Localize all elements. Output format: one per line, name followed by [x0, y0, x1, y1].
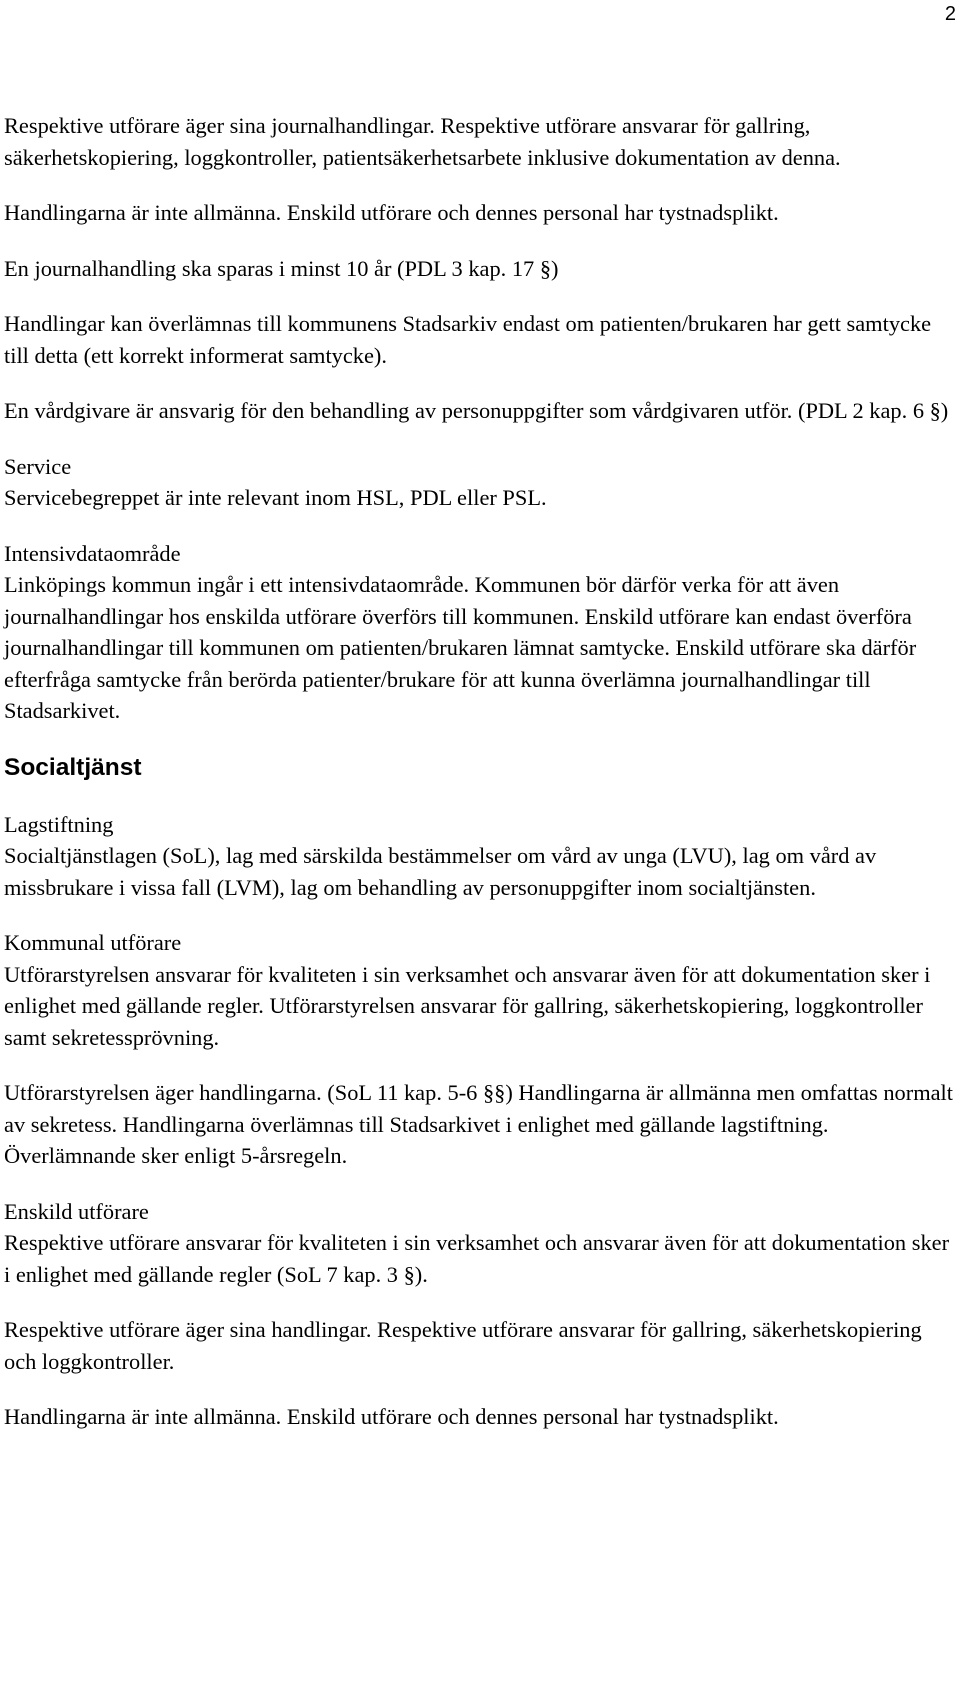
section-heading-socialtjanst: Socialtjänst	[4, 753, 142, 781]
paragraph-retention: En journalhandling ska sparas i minst 10 år (PDL 3 kap. 17 §)	[4, 255, 559, 281]
service-text: Servicebegreppet är inte relevant inom HSL, PDL eller PSL.	[4, 485, 547, 510]
kommunal-text: Utförarstyrelsen ansvarar för kvaliteten i sin verksamhet och ansvarar även för att dokumentation sker i enlighet med gällande regler. Utförarstyrelsen ansvarar för gallring, säkerhetskopiering, loggkontroller samt sekretessprövning.	[4, 961, 931, 1050]
kommunal-title: Kommunal utförare	[4, 930, 182, 955]
paragraph-journal-ownership: Respektive utförare äger sina journalhandlingar. Respektive utförare ansvarar för gallring, säkerhetskopiering, loggkontroller, patientsäkerhetsarbete inklusive dokumentation av denna.	[4, 113, 841, 170]
document-body	[4, 110, 954, 1433]
page-number: 2	[944, 3, 956, 25]
lagstiftning-text: Socialtjänstlagen (SoL), lag med särskilda bestämmelser om vård av unga (LVU), lag om vård av missbrukare i vissa fall (LVM), lag om behandling av personuppgifter inom socialtjänsten.	[4, 843, 877, 900]
service-title: Service	[4, 453, 72, 479]
enskild-text-2: Respektive utförare äger sina handlingar. Respektive utförare ansvarar för gallring, säkerhetskopiering och loggkontroller.	[4, 1317, 922, 1374]
paragraph-consent: Handlingar kan överlämnas till kommunens Stadsarkiv endast om patienten/brukaren har gett samtycke till detta (ett korrekt informerat samtycke).	[4, 311, 932, 368]
enskild-title: Enskild utförare	[4, 1198, 149, 1224]
lagstiftning-title: Lagstiftning	[4, 811, 114, 837]
paragraph-responsibility: En vårdgivare är ansvarig för den behandling av personuppgifter som vårdgivaren utför. (PDL 2 kap. 6 §)	[4, 398, 949, 423]
kommunal-text-2: Utförarstyrelsen äger handlingarna. (SoL 11 kap. 5-6 §§) Handlingarna är allmänna men omfattas normalt av sekretess. Handlingarna överlämnas till Stadsarkivet i enlighet med gällande lagstiftning. Överlämnande sker enligt 5-årsregeln.	[4, 1080, 953, 1168]
intensive-text: Linköpings kommun ingår i ett intensivdataområde. Kommunen bör därför verka för att även journalhandlingar hos enskilda utförare överförs till kommunen. Enskild utförare kan endast överföra journalhandlingar till kommunen om patienten/brukaren lämnat samtycke. Enskild utförare ska därför efterfråga samtycke från berörda patienter/brukare för att kunna överlämna journalhandlingar till Stadsarkivet.	[4, 572, 917, 723]
enskild-text: Respektive utförare ansvarar för kvaliteten i sin verksamhet och ansvarar även för att dokumentation sker i enlighet med gällande regler (SoL 7 kap. 3 §).	[4, 1230, 950, 1287]
enskild-text-3: Handlingarna är inte allmänna. Enskild utförare och dennes personal har tystnadsplikt.	[4, 1404, 779, 1429]
intensive-title: Intensivdataområde	[4, 540, 181, 566]
paragraph-not-public: Handlingarna är inte allmänna. Enskild utförare och dennes personal har tystnadsplikt.	[4, 200, 779, 225]
